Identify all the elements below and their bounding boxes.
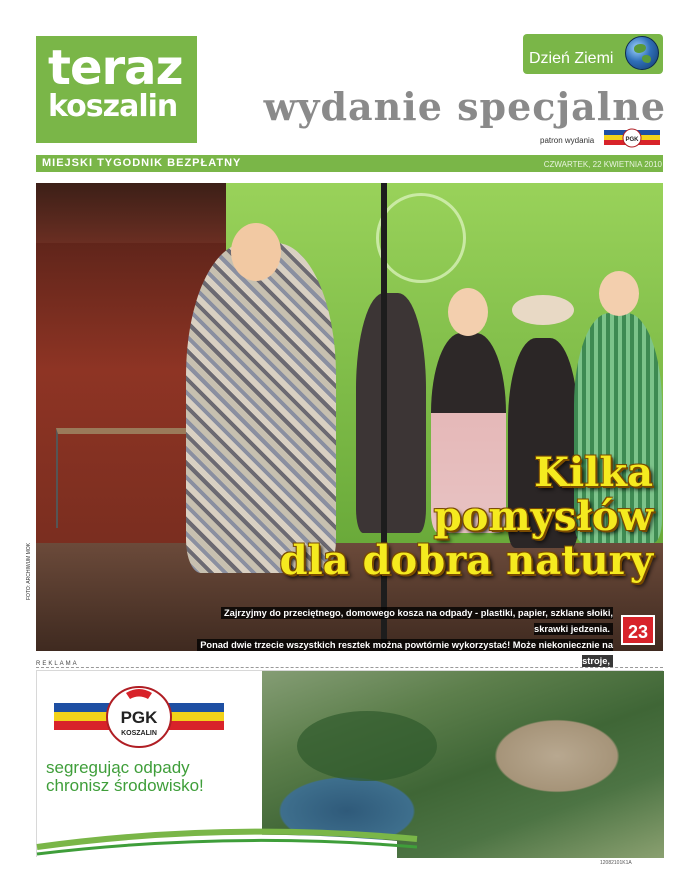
pgk-logo [54, 685, 224, 755]
pgk-logo-subtext: KOSZALIN [121, 730, 157, 737]
photo-child-hat [512, 295, 574, 325]
pgk-patron-logo [604, 128, 660, 148]
logo-line-teraz: teraz [48, 40, 183, 96]
lede-line: Zajrzyjmy do przeciętnego, domowego kosza na odpady - plastiki, papier, szklane słoiki, skrawki jedzenia. [221, 607, 613, 635]
masthead-logo [36, 36, 197, 143]
earth-drawing-icon [376, 193, 466, 283]
logo-line-koszalin: koszalin [48, 89, 178, 124]
ad-slogan [37, 759, 247, 795]
photo-ceiling [36, 183, 226, 243]
ad-slogan-line: segregując odpady [46, 758, 190, 777]
photo-credit: FOTO: ARCHIWUM MOK [26, 542, 32, 600]
photo-child-head [448, 288, 488, 336]
page-number-badge[interactable]: 23 [621, 615, 655, 645]
headline-line: Kilka [534, 449, 653, 496]
tagline: MIEJSKI TYGODNIK BEZPŁATNY [42, 157, 242, 169]
headline-line: dla dobra natury [279, 537, 653, 584]
patron-logo-text: PGK [625, 137, 639, 143]
pgk-logo-text: PGK [120, 708, 158, 727]
globe-icon [625, 36, 659, 70]
photo-child-head [231, 223, 281, 281]
ad-code: 12082101K1A [600, 860, 632, 866]
earth-day-label: Dzień Ziemi [529, 50, 614, 67]
issue-date: CZWARTEK, 22 KWIETNIA 2010 [543, 160, 662, 169]
earth-day-badge [523, 34, 663, 74]
photo-child-head [599, 271, 639, 316]
ad-label: REKLAMA [36, 661, 79, 667]
green-swoosh [37, 821, 664, 858]
lede-line: Ponad dwie trzecie wszystkich resztek można powtórnie wykorzystać! Może niekoniecznie na stroje, [197, 639, 613, 667]
ad-slogan-line: chronisz środowisko! [46, 776, 204, 795]
feature-headline [233, 451, 653, 583]
patron-label: patron wydania [540, 136, 595, 145]
special-edition-title: wydanie specjalne [263, 84, 666, 129]
pgk-advertisement[interactable] [36, 670, 663, 857]
headline-line: pomysłów [433, 493, 653, 540]
ad-divider [36, 667, 663, 668]
